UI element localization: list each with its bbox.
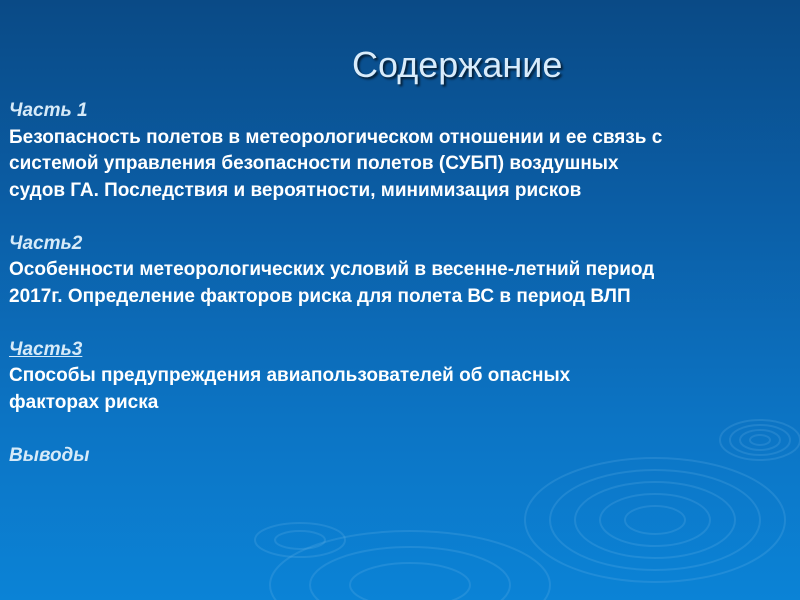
part-1-line-1: Безопасность полетов в метеорологическом отношении и ее связь с xyxy=(9,126,663,148)
part-1-line-2: системой управления безопасности полетов (СУБП) воздушных xyxy=(9,153,619,174)
part-3-label: Часть3 xyxy=(9,338,83,360)
part-2 xyxy=(9,231,789,311)
conclusions xyxy=(9,443,789,470)
conclusions-label: Выводы xyxy=(9,444,90,466)
part-2-line-2: 2017г. Определение факторов риска для полета ВС в период ВЛП xyxy=(9,285,631,307)
part-2-line-1: Особенности метеорологических условий в весенне-летний период xyxy=(9,259,655,280)
part-2-label: Часть2 xyxy=(9,232,83,254)
contents-list xyxy=(9,98,789,469)
part-1 xyxy=(9,98,789,204)
part-1-label: Часть 1 xyxy=(9,100,88,121)
part-3-line-2: факторах риска xyxy=(9,391,159,413)
spacer xyxy=(9,416,789,443)
part-3-line-1: Способы предупреждения авиапользователей об опасных xyxy=(9,365,571,386)
slide-title: Содержание xyxy=(352,44,563,85)
spacer xyxy=(9,204,789,231)
spacer xyxy=(9,310,789,337)
part-1-line-3: судов ГА. Последствия и вероятности, минимизация рисков xyxy=(9,179,582,201)
part-3 xyxy=(9,337,789,417)
